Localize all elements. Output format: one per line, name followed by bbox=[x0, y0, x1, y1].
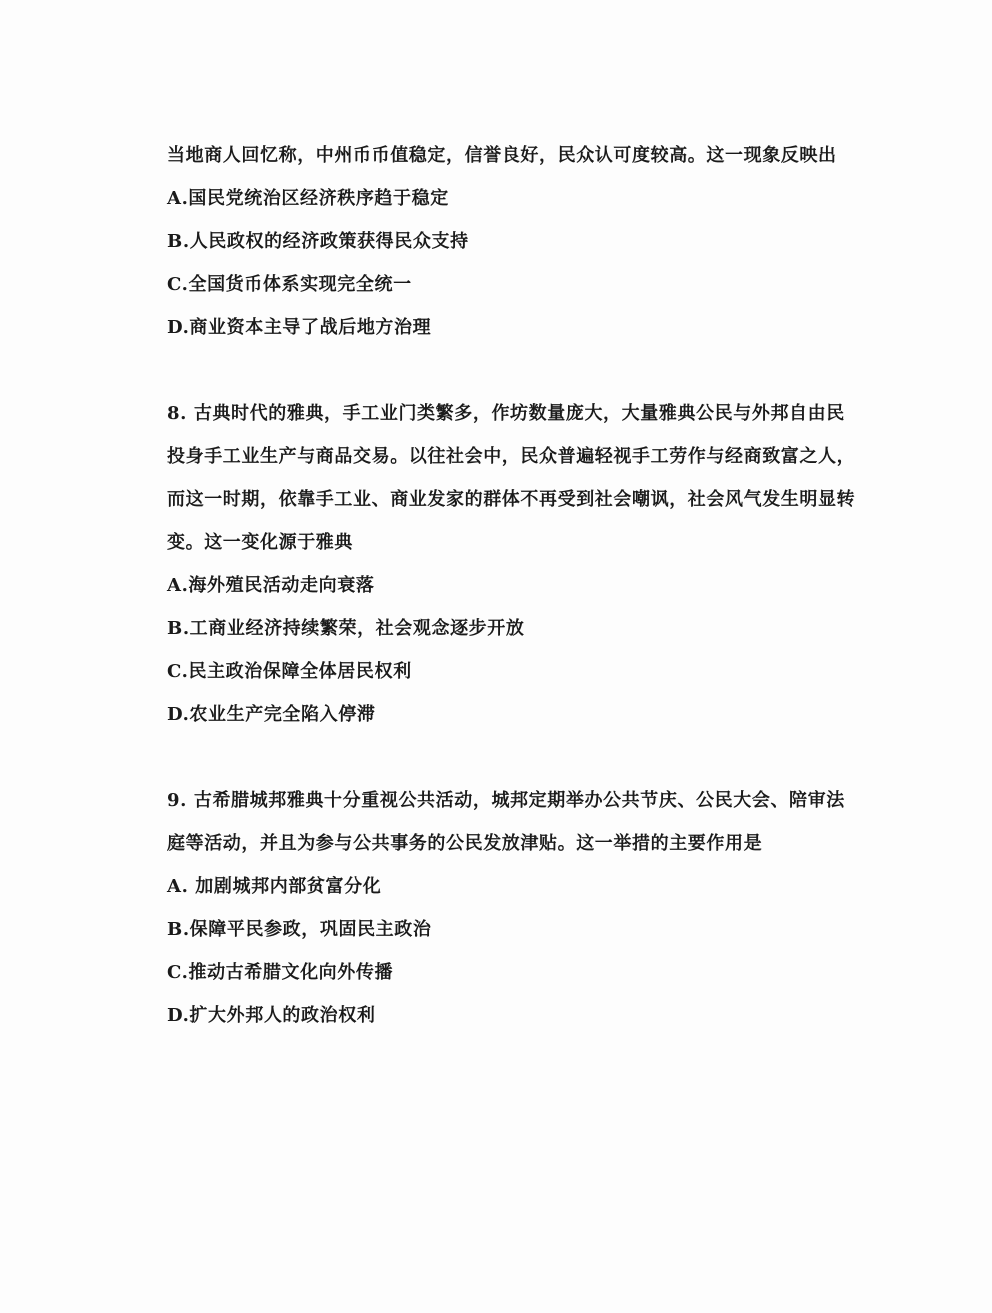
question-8-option-d: D.农业生产完全陷入停滞 bbox=[167, 704, 376, 725]
spacer bbox=[167, 349, 857, 392]
question-9-option-d: D.扩大外邦人的政治权利 bbox=[167, 1005, 376, 1026]
question-8-stem: 8. 古典时代的雅典，手工业门类繁多，作坊数量庞大，大量雅典公民与外邦自由民投身手工业生产与商品交易。以往社会中，民众普遍轻视手工劳作与经商致富之人，而这一时期，依靠手工业、商业发家的群体不再受到社会嘲讽，社会风气发生明显转变。这一变化源于雅典 bbox=[167, 403, 856, 553]
question-8-option-a: A.海外殖民活动走向衰落 bbox=[167, 575, 375, 596]
document-content bbox=[167, 134, 857, 1037]
question-7-option-b: B.人民政权的经济政策获得民众支持 bbox=[167, 231, 469, 252]
question-8-option-b: B.工商业经济持续繁荣，社会观念逐步开放 bbox=[167, 618, 525, 639]
question-9-option-a: A. 加剧城邦内部贫富分化 bbox=[167, 876, 382, 897]
question-9-option-c: C.推动古希腊文化向外传播 bbox=[167, 962, 394, 983]
question-9-stem: 9. 古希腊城邦雅典十分重视公共活动，城邦定期举办公共节庆、公民大会、陪审法庭等活动，并且为参与公共事务的公民发放津贴。这一举措的主要作用是 bbox=[167, 790, 845, 854]
question-7-option-a: A.国民党统治区经济秩序趋于稳定 bbox=[167, 188, 449, 209]
question-8-option-c: C.民主政治保障全体居民权利 bbox=[167, 661, 412, 682]
spacer bbox=[167, 736, 857, 779]
question-9-option-b: B.保障平民参政，巩固民主政治 bbox=[167, 919, 432, 940]
question-7-option-d: D.商业资本主导了战后地方治理 bbox=[167, 317, 432, 338]
question-7-option-c: C.全国货币体系实现完全统一 bbox=[167, 274, 412, 295]
question-7-stem: 当地商人回忆称，中州币币值稳定，信誉良好，民众认可度较高。这一现象反映出 bbox=[167, 145, 837, 166]
question-9 bbox=[167, 779, 857, 1037]
question-8 bbox=[167, 392, 857, 736]
question-7 bbox=[167, 134, 857, 349]
